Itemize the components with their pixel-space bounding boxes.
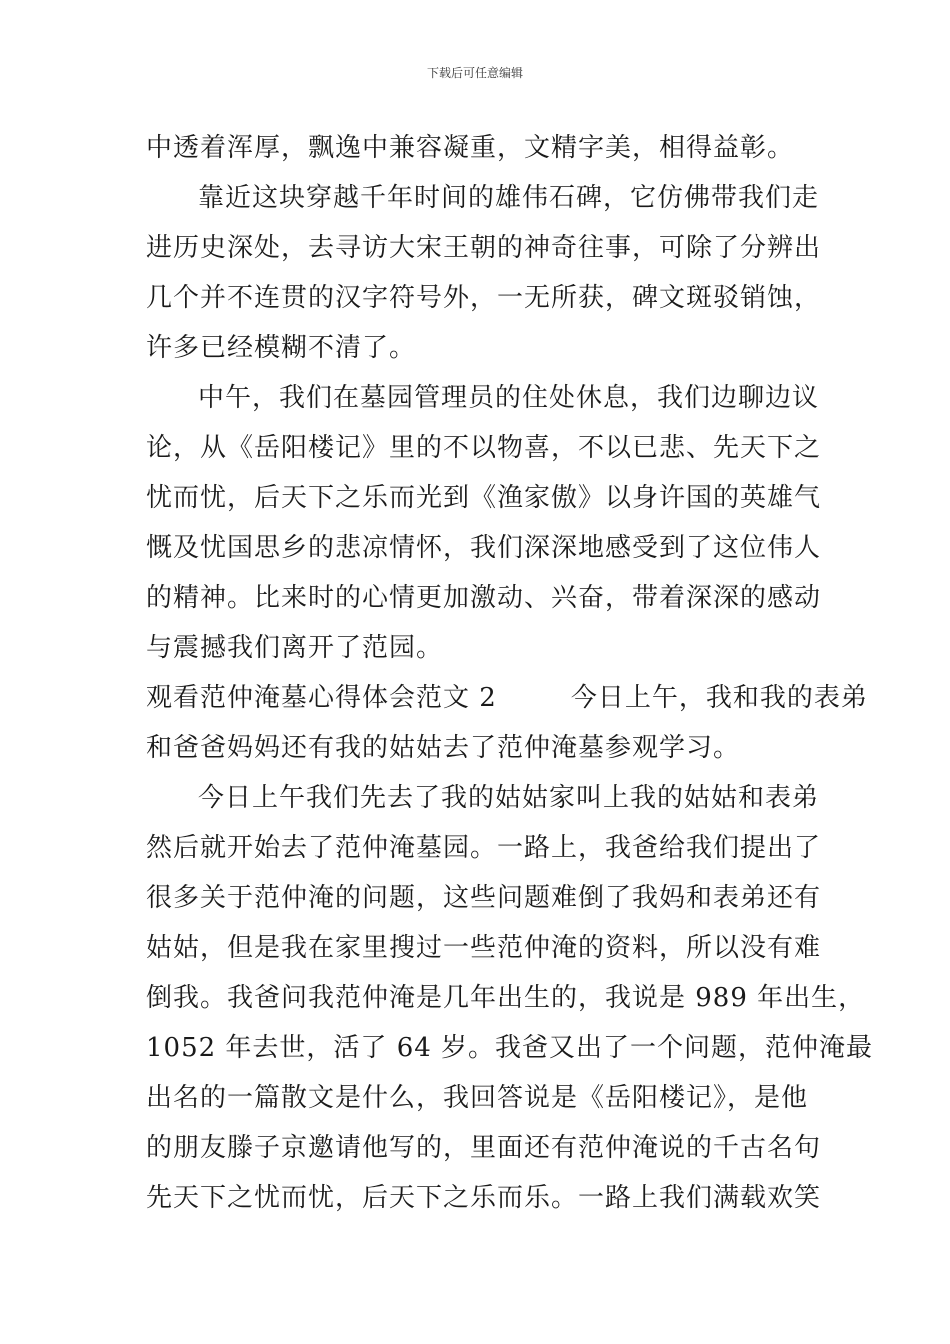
text-line: 很多关于范仲淹的问题，这些问题难倒了我妈和表弟还有 xyxy=(146,883,822,913)
text-line: 出名的一篇散文是什么，我回答说是《岳阳楼记》，是他 xyxy=(146,1083,809,1113)
section-heading-line: 观看范仲淹墓心得体会范文 2 今日上午，我和我的表弟 xyxy=(146,683,868,713)
text-line: 中透着浑厚，飘逸中兼容凝重，文精字美，相得益彰。 xyxy=(146,133,795,163)
text-line: 倒我。我爸问我范仲淹是几年出生的，我说是 989 年出生， xyxy=(146,983,866,1013)
text-line: 进历史深处，去寻访大宋王朝的神奇往事，可除了分辨出 xyxy=(146,233,822,263)
page-header: 下载后可任意编辑 xyxy=(426,66,523,80)
text-line: 今日上午我们先去了我的姑姑家叫上我的姑姑和表弟 xyxy=(198,783,820,813)
text-line: 1052 年去世，活了 64 岁。我爸又出了一个问题，范仲淹最 xyxy=(146,1033,874,1063)
text-line: 姑姑，但是我在家里搜过一些范仲淹的资料，所以没有难 xyxy=(146,933,822,963)
text-line: 和爸爸妈妈还有我的姑姑去了范仲淹墓参观学习。 xyxy=(146,733,741,763)
text-line: 论，从《岳阳楼记》里的不以物喜，不以已悲、先天下之 xyxy=(146,433,822,463)
text-line: 许多已经模糊不清了。 xyxy=(146,333,417,363)
text-line: 先天下之忧而忧，后天下之乐而乐。一路上我们满载欢笑 xyxy=(146,1183,822,1213)
text-line: 几个并不连贯的汉字符号外，一无所获，碑文斑驳销蚀， xyxy=(146,283,822,313)
text-line: 的朋友滕子京邀请他写的，里面还有范仲淹说的千古名句 xyxy=(146,1133,822,1163)
text-line: 与震撼我们离开了范园。 xyxy=(146,633,444,663)
text-line: 中午，我们在墓园管理员的住处休息，我们边聊边议 xyxy=(198,383,820,413)
text-line: 忧而忧，后天下之乐而光到《渔家傲》以身许国的英雄气 xyxy=(146,483,822,513)
text-line: 靠近这块穿越千年时间的雄伟石碑，它仿佛带我们走 xyxy=(198,183,820,213)
text-line: 的精神。比来时的心情更加激动、兴奋，带着深深的感动 xyxy=(146,583,822,613)
text-line: 慨及忧国思乡的悲凉情怀，我们深深地感受到了这位伟人 xyxy=(146,533,822,563)
text-line: 然后就开始去了范仲淹墓园。一路上，我爸给我们提出了 xyxy=(146,833,822,863)
